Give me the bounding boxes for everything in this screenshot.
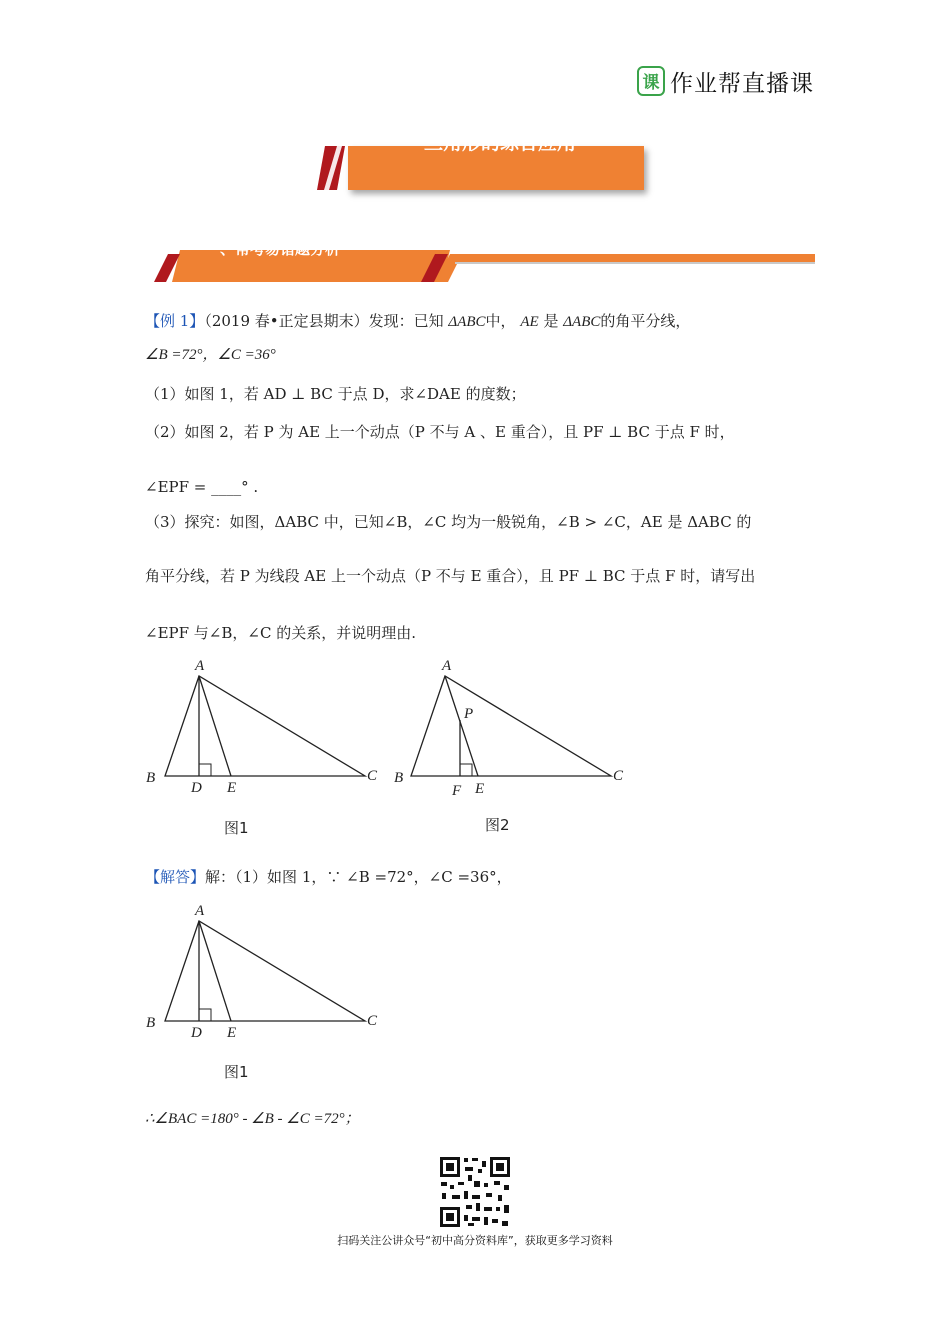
question-3-line-3: ∠EPF 与∠B，∠C 的关系，并说明理由. [145,624,416,642]
answer-line [145,866,512,888]
qr-code-icon [438,1155,512,1229]
right-angle-icon [460,764,472,776]
figure-1 [140,650,390,800]
question-3-line-2: 角平分线，若 P 为线段 AE 上一个动点（P 不与 E 重合），且 PF ⊥ BC 于点 F 时，请写出 [145,567,756,585]
label-a: A [195,658,205,674]
example-given-angles: ∠B =72°，∠C =36° [145,347,276,363]
figure-2-caption: 图2 [485,816,510,834]
figure-1-caption: 图1 [224,819,249,837]
figure-3-caption: 图1 [224,1063,249,1081]
label-a: A [442,658,452,674]
footer-text: 扫码关注公讲众号“初中高分资料库”，获取更多学习资料 [337,1234,613,1247]
label-e: E [227,1025,237,1041]
figure-3 [140,895,390,1045]
bisector-ae [445,676,478,776]
label-d: D [191,780,202,796]
text-fragment: 的角平分线， [600,312,691,330]
brand-name: 作业帮直播课 [670,71,814,97]
triangle-abc [165,676,365,776]
label-p: P [464,706,474,722]
triangle-symbol: ΔABC [563,314,601,330]
triangle-abc [411,676,611,776]
label-a: A [195,903,205,919]
right-angle-icon [199,1009,211,1021]
answer-text: 解：（1）如图 1，∵ ∠B =72°，∠C =36°， [205,868,512,886]
label-e: E [475,781,485,797]
question-1: （1）如图 1，若 AD ⊥ BC 于点 D，求∠DAE 的度数； [145,385,526,403]
example-source: （2019 春•正定县期末）发现：已知 [204,312,444,330]
figure-2 [390,650,640,800]
segment-ae: AE [520,314,539,330]
answer-label: 【解答】 [145,868,206,886]
triangle-symbol: ΔABC [448,314,486,330]
label-b: B [394,770,404,786]
label-e: E [227,780,237,796]
question-2-blank: ∠EPF = ____° . [145,478,259,496]
example-line-1 [145,310,690,333]
section-heading: 一、常考易错题分析 [205,240,341,258]
bisector-ae [199,921,231,1021]
label-c: C [367,768,378,784]
bisector-ae [199,676,231,776]
label-c: C [367,1013,378,1029]
label-f: F [452,783,462,799]
label-c: C [613,768,624,784]
label-b: B [146,1015,156,1031]
triangle-abc [165,921,365,1021]
question-2: （2）如图 2，若 P 为 AE 上一个动点（P 不与 A 、E 重合），且 PF ⊥ BC 于点 F 时， [145,423,735,441]
text-fragment: 是 [543,312,559,330]
right-angle-icon [199,764,211,776]
example-label: 【例 1】 [145,312,205,330]
label-b: B [146,770,156,786]
text-fragment: 中， [485,312,516,330]
logo-icon: 课 [637,66,665,96]
answer-step: ∴∠BAC =180° - ∠B - ∠C =72°； [145,1111,360,1127]
page-title: 三角形的综合应用 [423,132,576,154]
label-d: D [191,1025,202,1041]
question-3-line-1: （3）探究：如图，ΔABC 中，已知∠B，∠C 均为一般锐角，∠B > ∠C，AE 是 ΔABC 的 [145,513,752,531]
